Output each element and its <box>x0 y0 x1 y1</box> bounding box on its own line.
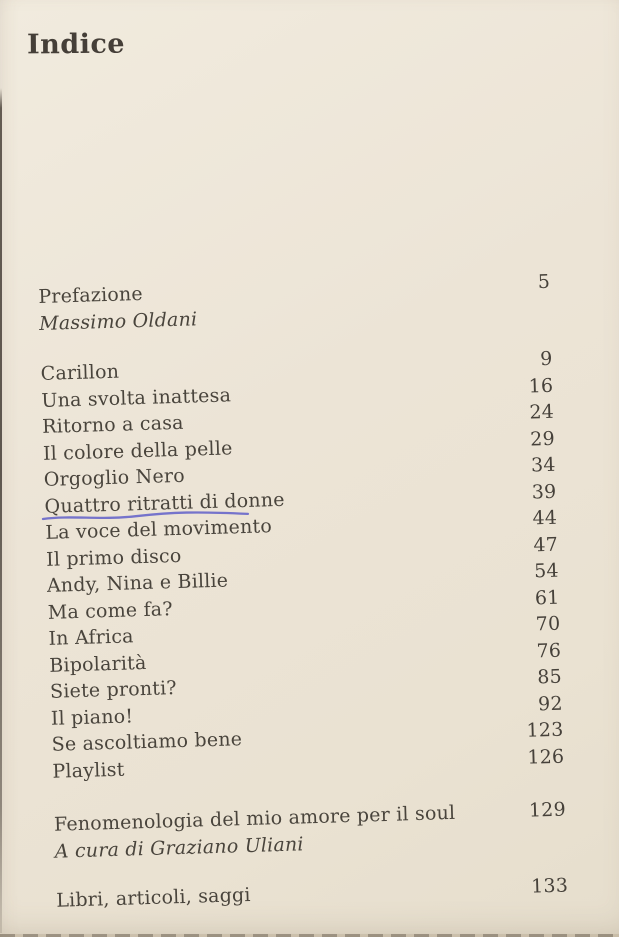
toc-entry-label: Libri, articoli, saggi <box>55 883 251 912</box>
scan-left-edge-line <box>0 88 2 933</box>
toc-page-number: 129 <box>528 798 567 822</box>
toc-page-number: 61 <box>534 586 560 609</box>
toc-page-number: 29 <box>529 427 556 450</box>
toc-entry-label: Ma come fa? <box>47 597 173 624</box>
page-title: Indice <box>26 28 126 61</box>
toc-entry-label: Quattro ritratti di donne <box>44 488 285 518</box>
toc-page-number: 16 <box>528 374 554 397</box>
toc-page-number: 9 <box>539 347 553 371</box>
toc-page-number: 85 <box>536 665 563 689</box>
toc-page-number: 76 <box>536 639 562 662</box>
toc-page-number: 70 <box>535 612 561 636</box>
toc-section-bibliography <box>56 873 569 915</box>
toc-page-number: 44 <box>532 506 558 530</box>
toc <box>38 269 568 914</box>
toc-section-chapters <box>40 346 564 785</box>
toc-page-number: 34 <box>530 453 556 477</box>
toc-entry-label: La voce del movimento <box>45 515 273 544</box>
toc-entry-label: Il piano! <box>50 704 134 730</box>
toc-entry-label: Il colore della pelle <box>42 436 233 465</box>
toc-entry-label: Il primo disco <box>45 544 182 571</box>
toc-page-number: 54 <box>533 559 560 583</box>
toc-entry-author: A cura di Graziano Uliani <box>54 832 304 863</box>
toc-page-number: 24 <box>529 400 555 424</box>
toc-page-number: 123 <box>526 718 564 742</box>
toc-entry-label: In Africa <box>48 625 134 650</box>
toc-entry-label: Fenomenologia del mio amore per il soul <box>53 801 456 836</box>
toc-entry-author: Massimo Oldani <box>38 307 198 335</box>
toc-entry-label: Orgoglio Nero <box>43 464 186 491</box>
toc-section-soul-essay <box>54 797 567 865</box>
toc-section-preface <box>38 269 551 337</box>
toc-page-number: 92 <box>537 692 563 715</box>
toc-entry-label: Una svolta inattesa <box>41 383 232 412</box>
toc-page-number: 133 <box>530 874 569 898</box>
toc-entry <box>56 873 569 915</box>
toc-entry-label: Se ascoltiamo bene <box>51 728 243 756</box>
toc-entry-label: Andy, Nina e Billie <box>46 569 229 597</box>
toc-entry-label: Siete pronti? <box>49 677 178 703</box>
toc-entry-label: Ritorno a casa <box>41 411 184 438</box>
toc-page-number: 126 <box>527 745 565 769</box>
toc-page-number: 5 <box>537 270 551 294</box>
toc-entry-label: Bipolarità <box>48 651 147 677</box>
toc-page-number: 39 <box>531 480 557 503</box>
toc-entry-label: Carillon <box>40 360 120 385</box>
toc-entry-label: Playlist <box>52 758 125 783</box>
toc-page-number: 47 <box>533 533 559 556</box>
toc-entry-label: Prefazione <box>38 282 144 308</box>
